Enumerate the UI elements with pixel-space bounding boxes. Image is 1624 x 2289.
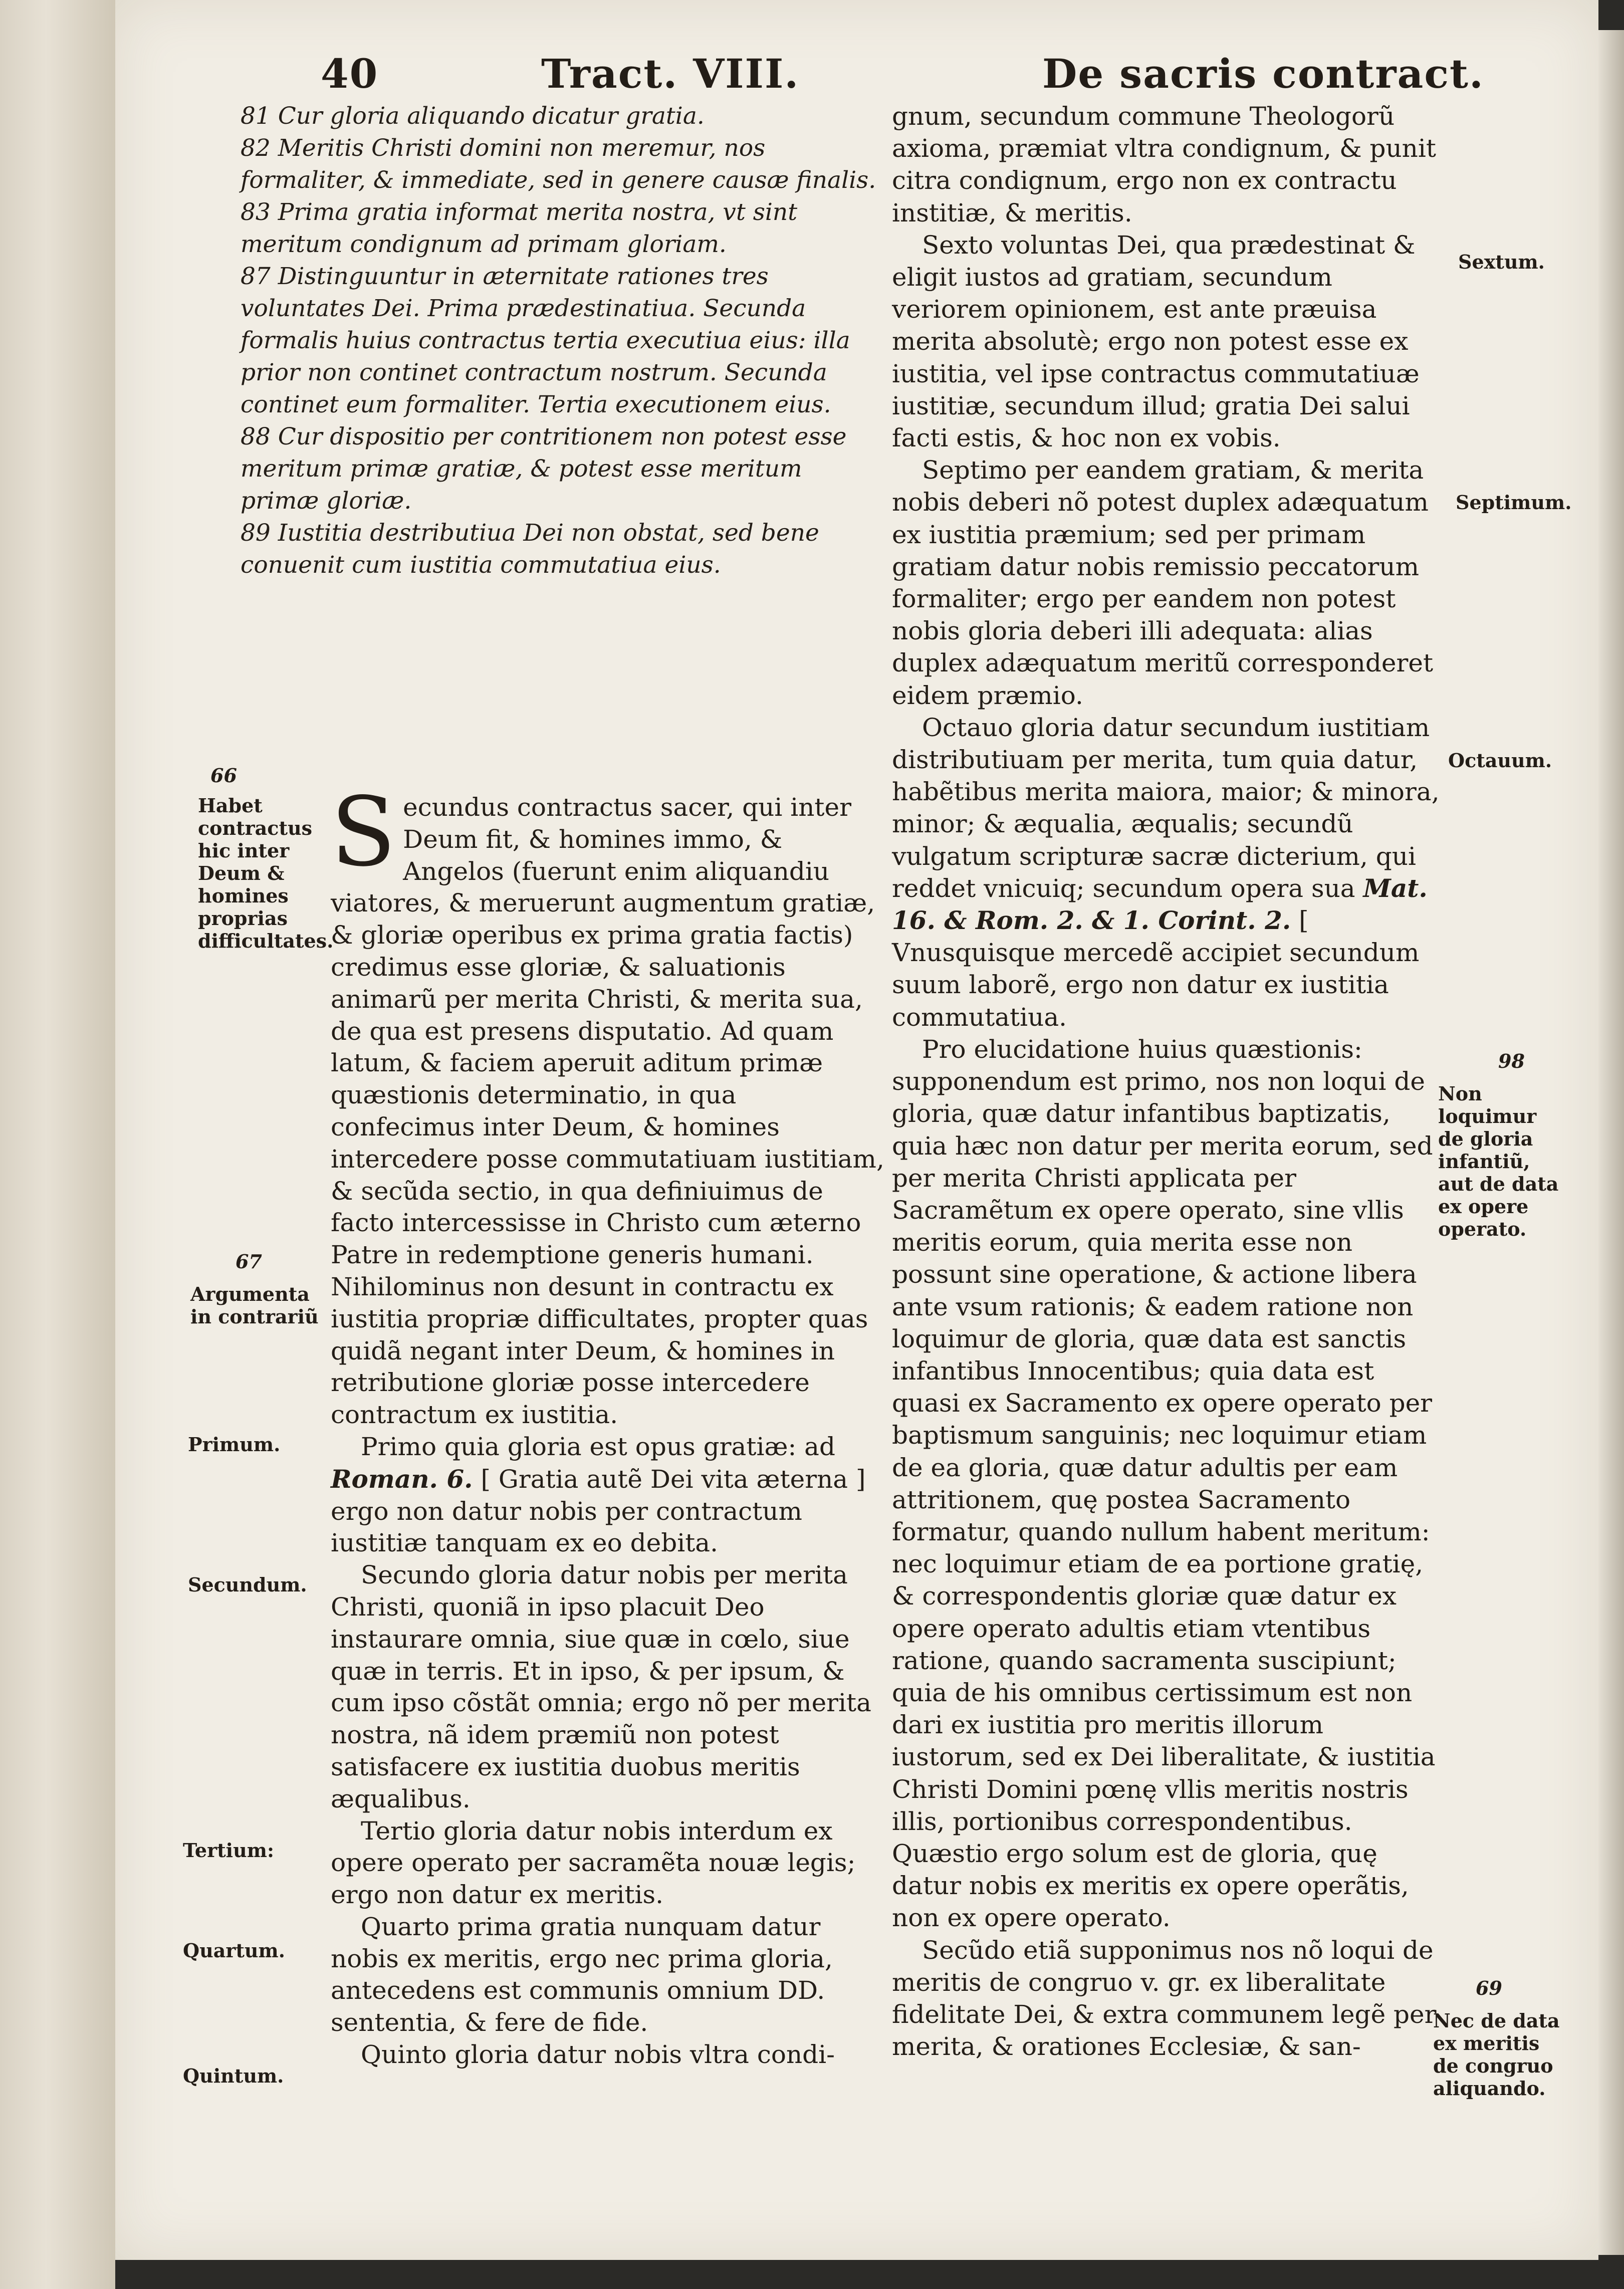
tract-heading: Tract. VIII.	[541, 50, 800, 97]
summary-item: 83 Prima gratia informat merita nostra, vt sint meritum condignum ad primam gloriam.	[241, 198, 798, 258]
summary-item: 88 Cur dispositio per contritionem non potest esse meritum primæ gratiæ, & potest esse meritum primæ gloriæ.	[241, 423, 847, 515]
margin-secundum: Secundum.	[188, 1573, 307, 1596]
margin-sextum: Sextum.	[1458, 251, 1545, 273]
summary-item: 82 Meritis Christi domini non meremur, nos formaliter, & immediate, sed in genere causæ finalis.	[241, 134, 876, 194]
paragraph: Tertio gloria datur nobis interdum ex opere operato per sacramẽta nouæ legis; ergo non datur ex meritis.	[331, 1816, 856, 1910]
margin-octauum: Octauum.	[1448, 749, 1552, 772]
paragraph	[331, 777, 887, 1431]
paragraph-text: Primo quia gloria est opus gratiæ: ad	[361, 1432, 835, 1461]
paragraph	[331, 1431, 887, 1559]
running-title: De sacris contract.	[1042, 50, 1484, 97]
paragraph: Quarto prima gratia nunquam datur nobis ex meritis, ergo nec prima gloria, antecedens est communis omnium DD. sententia, & fere de fide.	[331, 1912, 833, 2037]
scripture-reference: Roman. 6.	[331, 1464, 473, 1494]
page-edge	[1598, 30, 1624, 2255]
margin-number-66: 66	[210, 764, 237, 787]
margin-number-98: 98	[1498, 1050, 1525, 1072]
paragraph-text: ecundus contractus sacer, qui inter Deum fit, & homines immo, & Angelos (fuerunt enim aliquandiu viatores, & meruerunt augmentum gratiæ, & gloriæ operibus ex prima gratia factis) credimus esse gloriæ, & saluationis animarũ per merita Christi, & merita sua, de qua est presens disputatio. Ad quam latum, & faciem aperuit aditum primæ quæstionis determinatio, in qua confecimus inter Deum, & homines intercedere posse commutatiuam iustitiam, & secũda sectio, in qua definiuimus de facto intercessisse in Christo cum æterno Patre in redemptione generis humani. Nihilominus non desunt in contractu ex iustitia propriæ difficultates, propter quas quidã negant inter Deum, & homines in retributione gloriæ posse intercedere contractum ex iustitia.	[331, 793, 884, 1430]
paragraph: Pro elucidatione huius quæstionis: supponendum est primo, nos non loqui de gloria, quæ datur infantibus baptizatis, quia hæc non datur per merita eorum, sed per merita Christi applicata per Sacramẽtum ex opere operato, sine vllis meritis eorum, quia merita esse non possunt sine operatione, & actione libera ante vsum rationis; & eadem ratione non loquimur de gloria, quæ data est sanctis infantibus Innocentibus; quia data est quasi ex Sacramento ex opere operato per baptismum sanguinis; nec loquimur etiam de ea gloria, quæ datur adultis per eam attritionem, quę postea Sacramento formatur, quando nullum habent meritum: nec loquimur etiam de ea portione gratię, & correspondentis gloriæ quæ datur ex opere operato adultis etiam vtentibus ratione, quando sacramenta suscipiunt; quia de his omnibus certissimum est non dari ex iustitia pro meritis illorum iustorum, sed ex Dei liberalitate, & iustitia Christi Domini pœnę vllis meritis nostris illis, portionibus correspondentibus. Quæstio ergo solum est de gloria, quę datur nobis ex meritis ex opere operãtis, non ex opere operato.	[892, 1034, 1436, 1933]
paragraph: Secundo gloria datur nobis per merita Christi, quoniã in ipso placuit Deo instaurare omnia, siue quæ in cœlo, siue quæ in terris. Et in ipso, & per ipsum, & cum ipso cõstãt omnia; ergo nõ per merita nostra, nã idem præmiũ non potest satisfacere ex iustitia duobus meritis æqualibus.	[331, 1560, 871, 1813]
margin-septimum: Septimum.	[1456, 491, 1572, 514]
paragraph: gnum, secundum commune Theologorũ axioma, præmiat vltra condignum, & punit citra condignum, ergo non ex contractu institiæ, & meritis.	[892, 102, 1436, 227]
paragraph: Septimo per eandem gratiam, & merita nobis deberi nõ potest duplex adæquatum ex iustitia præmium; sed per primam gratiam datur nobis remissio peccatorum formaliter; ergo per eandem non potest nobis gloria deberi illi adequata: alias duplex adæquatum meritũ corresponderet eidem præmio.	[892, 455, 1434, 710]
margin-primum: Primum.	[188, 1433, 281, 1456]
scripture-reference: Mat. 16. & Rom. 2. & 1. Corint. 2.	[892, 873, 1428, 936]
paragraph-text: [ Vnusquisque mercedẽ accipiet secundum suum laborẽ, ergo non datur ex iustitia commutatiua.	[892, 906, 1420, 1032]
margin-note-69: Nec de data ex meritis de congruo aliquando.	[1433, 2009, 1560, 2100]
summary-item: 87 Distinguuntur in æternitate rationes tres voluntates Dei. Prima prædestinatiua. Secunda formalis huius contractus tertia executiua eius: illa prior non continet contractum nostrum. Secunda continet eum formaliter. Tertia executionem eius.	[241, 263, 850, 418]
paragraph: Sexto voluntas Dei, qua prædestinat & eligit iustos ad gratiam, secundum veriorem opinionem, est ante præuisa merita absolutè; ergo non potest esse ex iustitia, vel ipse contractus commutatiuæ iustitiæ, secundum illud; gratia Dei salui facti estis, & hoc non ex vobis.	[892, 230, 1420, 453]
margin-number-67: 67	[236, 1250, 262, 1273]
margin-note-66: Habet contractus hic inter Deum & homines proprias difficultates.	[198, 794, 334, 952]
right-text-column	[892, 100, 1443, 2063]
book-spine-margin	[0, 0, 115, 2289]
margin-note-98: Non loquimur de gloria infantiũ, aut de data ex opere operato.	[1438, 1082, 1559, 1240]
margin-quintum: Quintum.	[183, 2065, 284, 2087]
page-number: 40	[321, 50, 379, 97]
summary-item: 89 Iustitia destributiua Dei non obstat, sed bene conuenit cum iustitia commutatiua eius.	[241, 519, 819, 579]
margin-quartum: Quartum.	[183, 1939, 285, 1962]
paragraph-text: [ Gratia autẽ Dei vita æterna ] ergo non datur nobis per contractum iustitiæ tanquam ex eo debita.	[331, 1464, 866, 1558]
summary-item: 81 Cur gloria aliquando dicatur gratia.	[241, 102, 705, 130]
left-text-column	[331, 777, 887, 2071]
paragraph: Quinto gloria datur nobis vltra condi-	[361, 2040, 835, 2070]
summary-list	[241, 100, 887, 581]
margin-tertium: Tertium:	[183, 1839, 274, 1862]
paragraph: Secũdo etiã supponimus nos nõ loqui de meritis de congruo v. gr. ex liberalitate fidelitate Dei, & extra communem legẽ per merita, & orationes Ecclesiæ, & san-	[892, 1935, 1437, 2062]
paragraph	[892, 712, 1443, 1033]
paragraph-text: Octauo gloria datur secundum iustitiam distributiuam per merita, tum quia datur, habẽtibus merita maiora, maior; & minora, minor; & æqualia, æqualis; secundũ vulgatum scripturæ sacræ dicterium, qui reddet vnicuiq; secundum opera sua	[892, 713, 1440, 903]
margin-note-67: Argumenta in contrariũ	[190, 1283, 319, 1328]
drop-cap: S	[331, 777, 396, 887]
margin-number-69: 69	[1476, 1977, 1502, 1999]
